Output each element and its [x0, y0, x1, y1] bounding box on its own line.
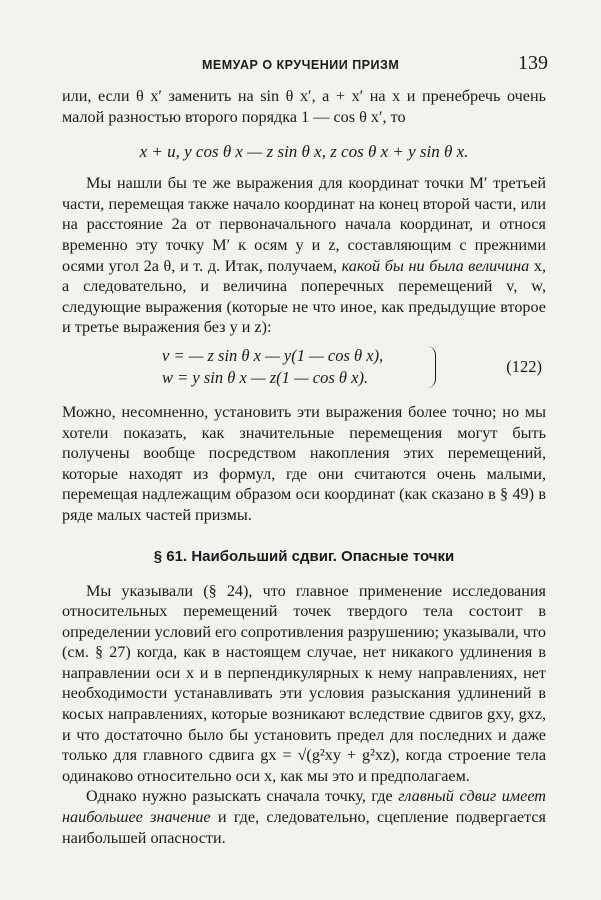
right-brace — [427, 346, 436, 388]
paragraph-5 — [62, 786, 546, 848]
section-heading: § 61. Наибольший сдвиг. Опасные точки — [153, 547, 455, 565]
equation-coordinates: x + u, y cos θ x — z sin θ x, z cos θ x + y sin θ x. — [139, 142, 469, 162]
paragraph-5-italic: главный сдвиг имеет наибольшее значение — [62, 787, 546, 827]
book-page — [62, 52, 546, 848]
equation-122-line-2: w = y sin θ x — z(1 — cos θ x). — [162, 367, 369, 387]
page-number: 139 — [518, 52, 548, 74]
paragraph-2-text-b: x, а следовательно, и величина поперечных перемещений v, w, следующие выражения (которые не что иное, как предыдущие второе и третье выражения без y и z): — [62, 256, 547, 337]
equation-122 — [62, 344, 546, 394]
page-header — [62, 52, 546, 86]
paragraph-2 — [62, 173, 546, 338]
paragraph-4: Мы указывали (§ 24), что главное применение исследования относительных перемещений точек твердого тела состоит в определении условий его сопротивления разрушению; указывали, что (см. § 27) когда, как в настоящем случае, нет никакого удлинения в направлении оси x и в перпендикулярных к нему направлениях, нет необходимости устанавливать эти условия разыскания удлинений в косых направлениях, которые возникают вследствие сдвигов gxy, gxz, и что достаточно было бы установить предел для последних и даже только для главного сдвига gx = √(g²xy + g²xz), когда строение тела одинаково относительно оси x, как мы это и предполагаем. — [62, 581, 546, 785]
paragraph-2-text-a: Мы нашли бы те же выражения для координат точки M′ третьей части, перемещая также начало координат на конец второй части, или на расстояние 2a от первоначального начала координат, и относя временно эту точку M′ к осям y и z, составляющим с прежними осями угол 2a θ, и т. д. Итак, получаем, — [62, 174, 546, 275]
paragraph-5-text-a: Однако нужно разыскать сначала точку, где — [86, 787, 399, 806]
equation-122-line-1: v = — z sin θ x — y(1 — cos θ x), — [162, 345, 384, 365]
paragraph-3: Можно, несомненно, установить эти выражения более точно; но мы хотели показать, как значительные перемещения могут быть получены вообще посредством накопления этих перемещений, которые находят из формул, где они считаются очень малыми, перемещая надлежащим образом оси координат (как сказано в § 49) в ряде малых частей призмы. — [62, 402, 546, 524]
running-title: МЕМУАР О КРУЧЕНИИ ПРИЗМ — [202, 58, 400, 72]
paragraph-5-text-b: и где, следовательно, сцепление подвергается наибольшей опасности. — [62, 808, 547, 847]
paragraph-2-italic: какой бы ни была величина — [341, 256, 530, 275]
paragraph-1: или, если θ x′ заменить на sin θ x′, a + x′ на x и пренебречь очень малой разностью второго порядка 1 — cos θ x′, то — [62, 87, 546, 126]
equation-number: (122) — [506, 356, 542, 376]
